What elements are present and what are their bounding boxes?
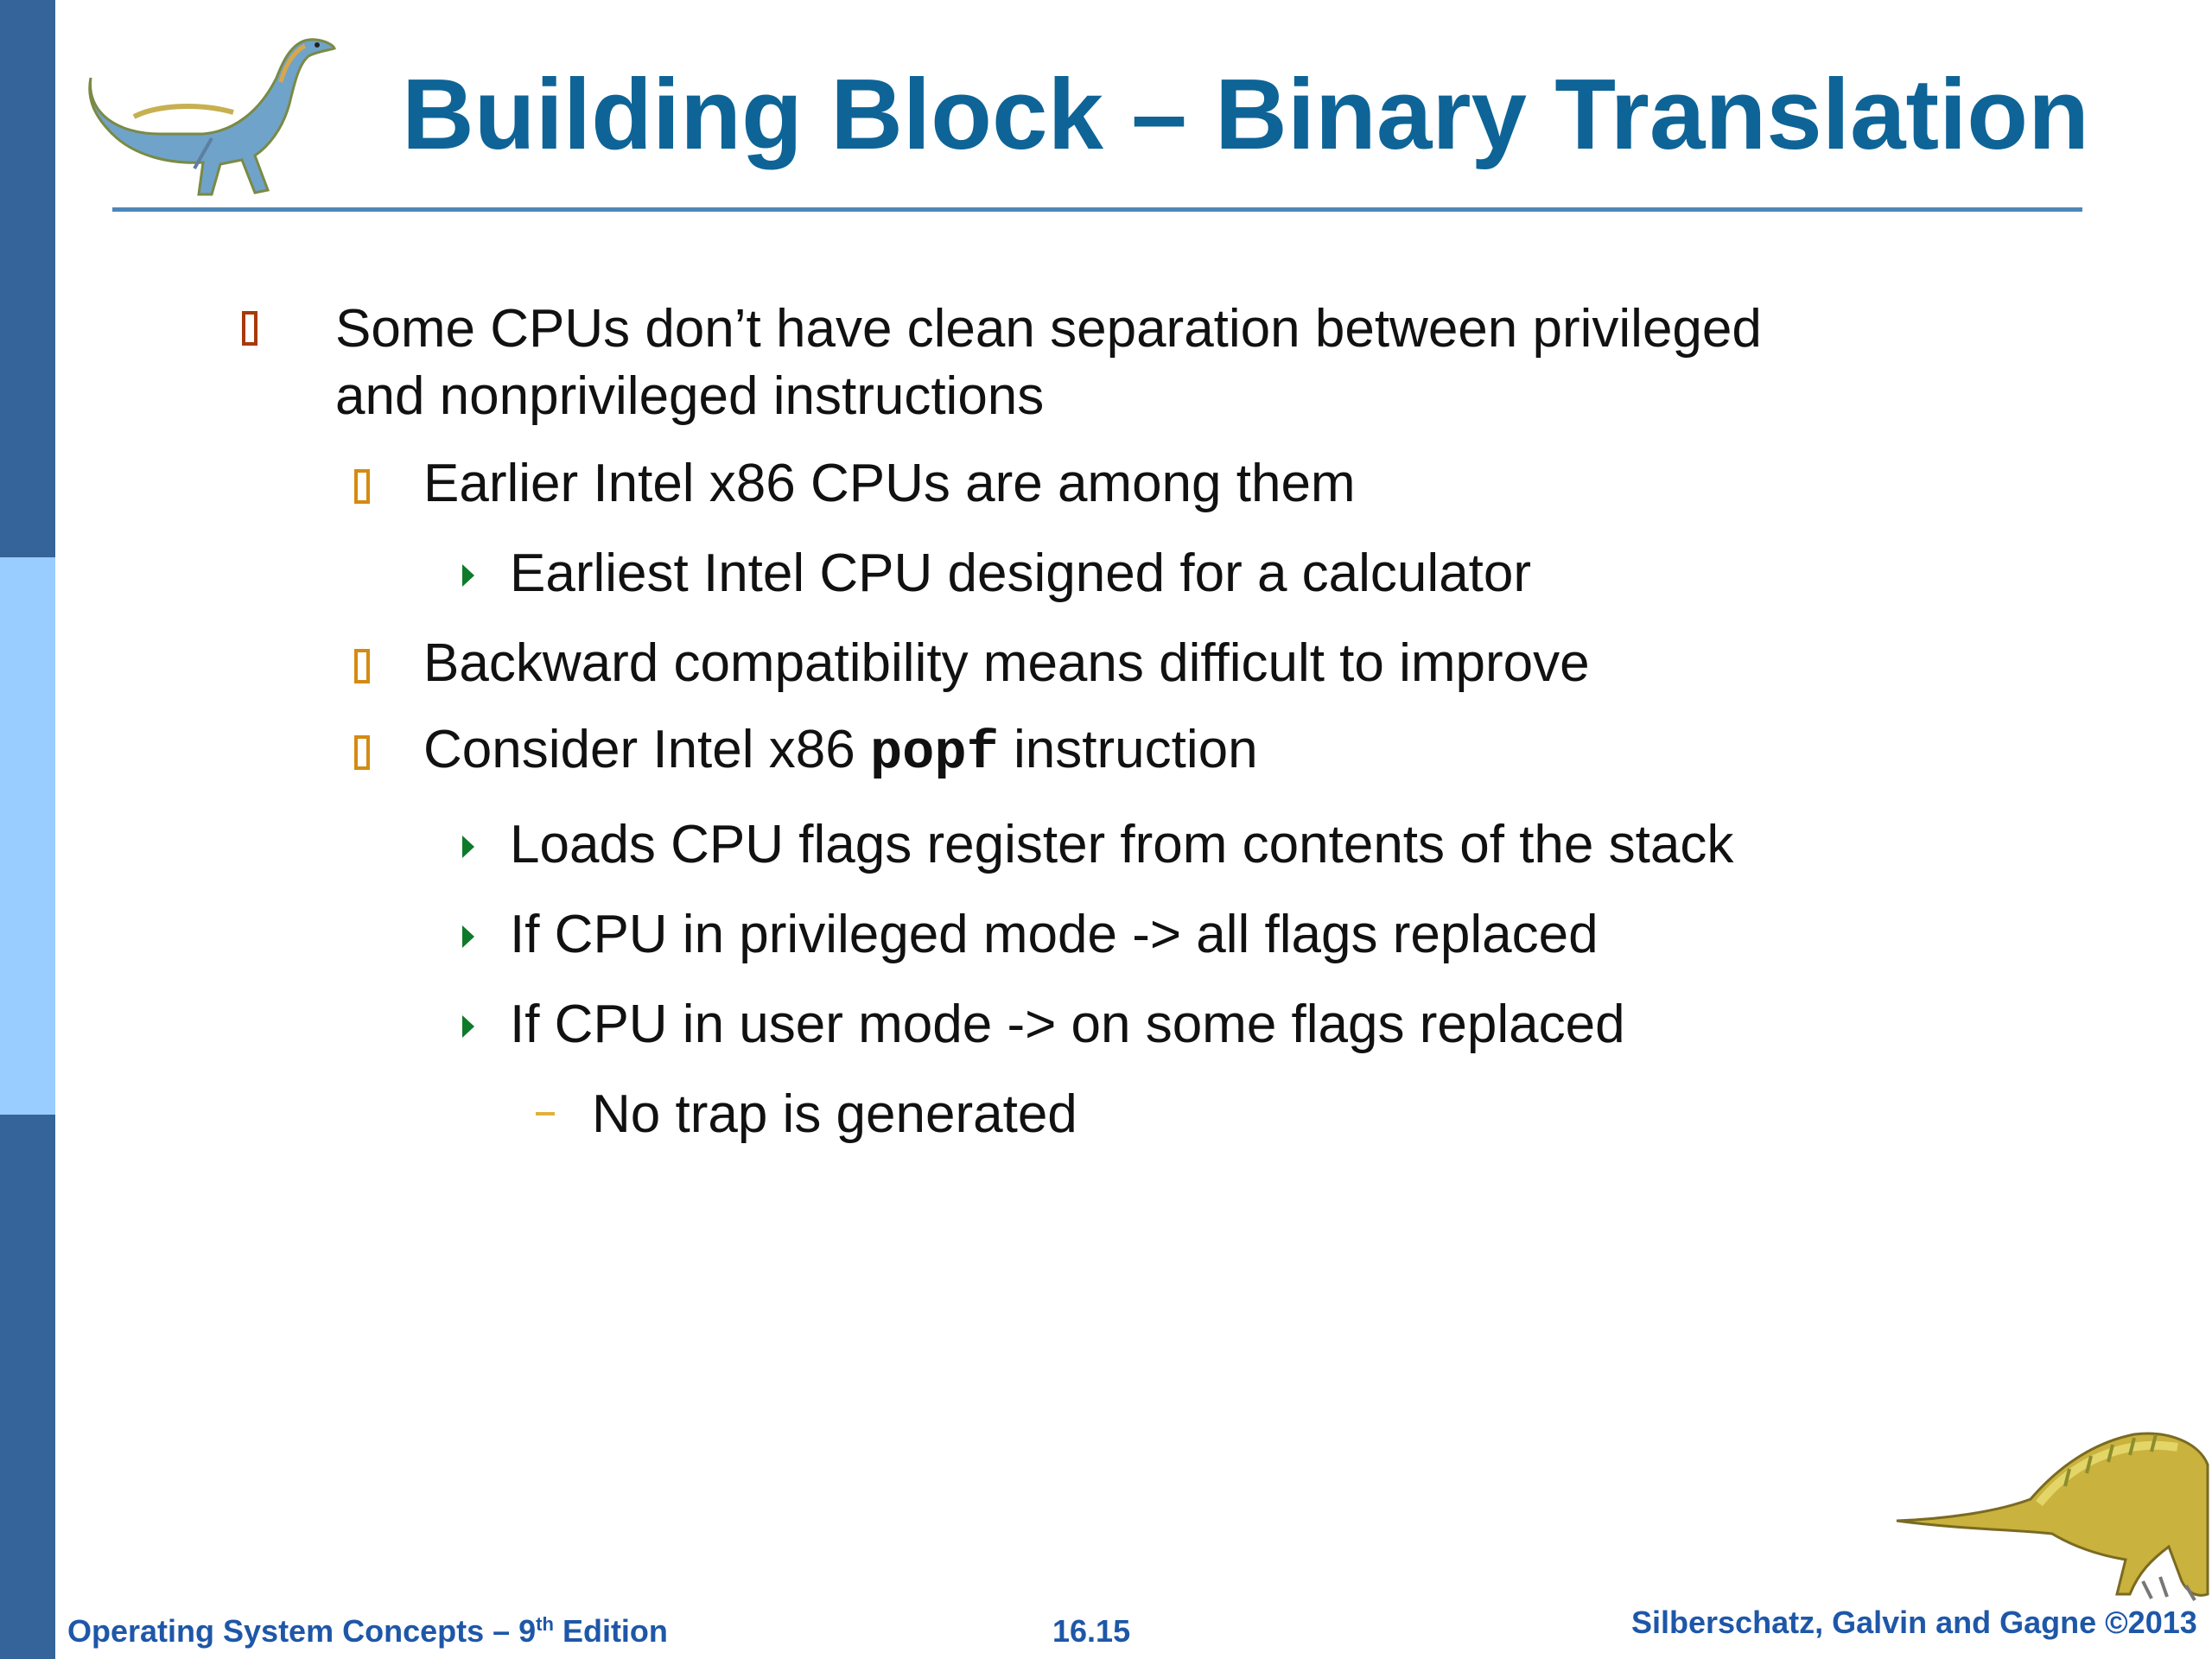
list-item: Loads CPU flags register from contents of the stack: [462, 811, 1733, 879]
dash-bullet-icon: [536, 1112, 592, 1116]
triangle-bullet-icon: [462, 564, 510, 587]
list-item: Earliest Intel CPU designed for a calculator: [462, 540, 1531, 607]
square-bullet-icon: [354, 649, 423, 683]
triangle-bullet-icon: [462, 836, 510, 858]
square-bullet-icon: [354, 735, 423, 770]
list-item: Backward compatibility means difficult to improve: [354, 630, 1590, 697]
triangle-bullet-icon: [462, 1015, 510, 1038]
footer-book-title: Operating System Concepts – 9th Edition: [67, 1613, 668, 1649]
list-item: If CPU in privileged mode -> all flags replaced: [462, 901, 1599, 969]
square-bullet-icon: [242, 311, 294, 346]
triangle-bullet-icon: [462, 925, 510, 948]
code-popf: popf: [869, 722, 999, 784]
list-item: No trap is generated: [536, 1081, 1077, 1148]
dinosaur-icon: [1892, 1417, 2212, 1607]
list-item: Some CPUs don’t have clean separation between privileged: [242, 296, 1762, 363]
square-bullet-icon: [354, 469, 423, 504]
list-item: If CPU in user mode -> on some flags replaced: [462, 991, 1625, 1058]
list-item: Earlier Intel x86 CPUs are among them: [354, 450, 1356, 518]
footer-copyright: Silberschatz, Galvin and Gagne ©2013: [1631, 1605, 2197, 1640]
footer-page-number: 16.15: [1052, 1613, 1131, 1649]
list-item: Consider Intel x86 popf instruction: [354, 716, 1258, 787]
list-item-continuation: and nonprivileged instructions: [335, 366, 1045, 426]
slide-title: Building Block – Binary Translation: [402, 58, 2090, 170]
